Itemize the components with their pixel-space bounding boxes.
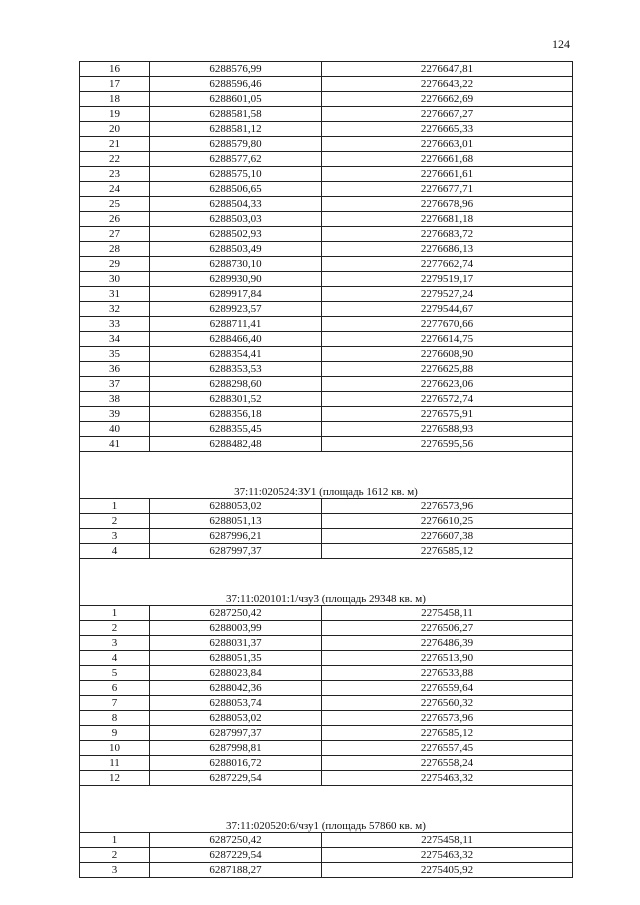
table-row xyxy=(80,62,573,77)
point-number-cell: 41 xyxy=(80,437,150,452)
y-coordinate-cell: 2276506,27 xyxy=(322,621,573,636)
x-coordinate-cell: 6288023,84 xyxy=(150,666,322,681)
x-coordinate-cell: 6288301,52 xyxy=(150,392,322,407)
point-number-cell: 27 xyxy=(80,227,150,242)
point-number-cell: 4 xyxy=(80,544,150,559)
table-row xyxy=(80,437,573,452)
x-coordinate-cell: 6288503,03 xyxy=(150,212,322,227)
point-number-cell: 35 xyxy=(80,347,150,362)
x-coordinate-cell: 6288466,40 xyxy=(150,332,322,347)
y-coordinate-cell: 2276558,24 xyxy=(322,756,573,771)
x-coordinate-cell: 6287229,54 xyxy=(150,771,322,786)
y-coordinate-cell: 2276678,96 xyxy=(322,197,573,212)
table-row xyxy=(80,666,573,681)
y-coordinate-cell: 2276663,01 xyxy=(322,137,573,152)
y-coordinate-cell: 2276647,81 xyxy=(322,62,573,77)
point-number-cell: 12 xyxy=(80,771,150,786)
y-coordinate-cell: 2276513,90 xyxy=(322,651,573,666)
table-row xyxy=(80,182,573,197)
y-coordinate-cell: 2275458,11 xyxy=(322,606,573,621)
y-coordinate-cell: 2275463,32 xyxy=(322,771,573,786)
section-header-row xyxy=(80,452,573,499)
y-coordinate-cell: 2276557,45 xyxy=(322,741,573,756)
point-number-cell: 1 xyxy=(80,606,150,621)
x-coordinate-cell: 6288053,74 xyxy=(150,696,322,711)
section-header-row xyxy=(80,786,573,833)
table-row xyxy=(80,257,573,272)
x-coordinate-cell: 6287250,42 xyxy=(150,833,322,848)
x-coordinate-cell: 6288596,46 xyxy=(150,77,322,92)
x-coordinate-cell: 6287997,37 xyxy=(150,544,322,559)
x-coordinate-cell: 6288051,13 xyxy=(150,514,322,529)
table-row xyxy=(80,332,573,347)
y-coordinate-cell: 2276610,25 xyxy=(322,514,573,529)
x-coordinate-cell: 6288053,02 xyxy=(150,711,322,726)
point-number-cell: 6 xyxy=(80,681,150,696)
x-coordinate-cell: 6287250,42 xyxy=(150,606,322,621)
y-coordinate-cell: 2279544,67 xyxy=(322,302,573,317)
y-coordinate-cell: 2275405,92 xyxy=(322,863,573,878)
page-number: 124 xyxy=(552,37,570,51)
x-coordinate-cell: 6289930,90 xyxy=(150,272,322,287)
point-number-cell: 32 xyxy=(80,302,150,317)
point-number-cell: 39 xyxy=(80,407,150,422)
point-number-cell: 4 xyxy=(80,651,150,666)
point-number-cell: 23 xyxy=(80,167,150,182)
table-row xyxy=(80,152,573,167)
x-coordinate-cell: 6288482,48 xyxy=(150,437,322,452)
y-coordinate-cell: 2276662,69 xyxy=(322,92,573,107)
table-row xyxy=(80,347,573,362)
y-coordinate-cell: 2276572,74 xyxy=(322,392,573,407)
table-row xyxy=(80,544,573,559)
table-row xyxy=(80,362,573,377)
y-coordinate-cell: 2276486,39 xyxy=(322,636,573,651)
point-number-cell: 22 xyxy=(80,152,150,167)
y-coordinate-cell: 2275463,32 xyxy=(322,848,573,863)
table-row xyxy=(80,711,573,726)
point-number-cell: 31 xyxy=(80,287,150,302)
point-number-cell: 10 xyxy=(80,741,150,756)
x-coordinate-cell: 6288031,37 xyxy=(150,636,322,651)
point-number-cell: 2 xyxy=(80,621,150,636)
table-row xyxy=(80,137,573,152)
point-number-cell: 18 xyxy=(80,92,150,107)
x-coordinate-cell: 6288298,60 xyxy=(150,377,322,392)
point-number-cell: 25 xyxy=(80,197,150,212)
x-coordinate-cell: 6288504,33 xyxy=(150,197,322,212)
y-coordinate-cell: 2276661,61 xyxy=(322,167,573,182)
x-coordinate-cell: 6288730,10 xyxy=(150,257,322,272)
y-coordinate-cell: 2276661,68 xyxy=(322,152,573,167)
table-row xyxy=(80,317,573,332)
x-coordinate-cell: 6288506,65 xyxy=(150,182,322,197)
point-number-cell: 28 xyxy=(80,242,150,257)
y-coordinate-cell: 2276623,06 xyxy=(322,377,573,392)
point-number-cell: 8 xyxy=(80,711,150,726)
y-coordinate-cell: 2276677,71 xyxy=(322,182,573,197)
table-row xyxy=(80,863,573,878)
y-coordinate-cell: 2276667,27 xyxy=(322,107,573,122)
x-coordinate-cell: 6288581,58 xyxy=(150,107,322,122)
y-coordinate-cell: 2277662,74 xyxy=(322,257,573,272)
table-row xyxy=(80,756,573,771)
y-coordinate-cell: 2276665,33 xyxy=(322,122,573,137)
table-row xyxy=(80,636,573,651)
table-row xyxy=(80,514,573,529)
y-coordinate-cell: 2276573,96 xyxy=(322,499,573,514)
point-number-cell: 30 xyxy=(80,272,150,287)
y-coordinate-cell: 2276573,96 xyxy=(322,711,573,726)
point-number-cell: 3 xyxy=(80,636,150,651)
x-coordinate-cell: 6287188,27 xyxy=(150,863,322,878)
point-number-cell: 1 xyxy=(80,499,150,514)
y-coordinate-cell: 2276575,91 xyxy=(322,407,573,422)
coordinates-table xyxy=(79,61,573,878)
x-coordinate-cell: 6287229,54 xyxy=(150,848,322,863)
point-number-cell: 3 xyxy=(80,529,150,544)
x-coordinate-cell: 6288503,49 xyxy=(150,242,322,257)
section-title: 37:11:020524:ЗУ1 (площадь 1612 кв. м) xyxy=(80,452,573,499)
table-row xyxy=(80,833,573,848)
table-row xyxy=(80,287,573,302)
y-coordinate-cell: 2276585,12 xyxy=(322,726,573,741)
x-coordinate-cell: 6288581,12 xyxy=(150,122,322,137)
table-row xyxy=(80,741,573,756)
table-row xyxy=(80,242,573,257)
table-row xyxy=(80,197,573,212)
table-row xyxy=(80,726,573,741)
table-row xyxy=(80,302,573,317)
x-coordinate-cell: 6289923,57 xyxy=(150,302,322,317)
coordinates-table-body xyxy=(80,62,573,878)
y-coordinate-cell: 2276683,72 xyxy=(322,227,573,242)
x-coordinate-cell: 6288003,99 xyxy=(150,621,322,636)
point-number-cell: 2 xyxy=(80,848,150,863)
x-coordinate-cell: 6288042,36 xyxy=(150,681,322,696)
x-coordinate-cell: 6288579,80 xyxy=(150,137,322,152)
point-number-cell: 17 xyxy=(80,77,150,92)
point-number-cell: 19 xyxy=(80,107,150,122)
table-row xyxy=(80,92,573,107)
table-row xyxy=(80,407,573,422)
x-coordinate-cell: 6288051,35 xyxy=(150,651,322,666)
point-number-cell: 16 xyxy=(80,62,150,77)
y-coordinate-cell: 2276559,64 xyxy=(322,681,573,696)
table-row xyxy=(80,422,573,437)
table-row xyxy=(80,499,573,514)
point-number-cell: 21 xyxy=(80,137,150,152)
y-coordinate-cell: 2279519,17 xyxy=(322,272,573,287)
section-header-row xyxy=(80,559,573,606)
y-coordinate-cell: 2276681,18 xyxy=(322,212,573,227)
y-coordinate-cell: 2276607,38 xyxy=(322,529,573,544)
section-title: 37:11:020101:1/чзу3 (площадь 29348 кв. м) xyxy=(80,559,573,606)
point-number-cell: 11 xyxy=(80,756,150,771)
x-coordinate-cell: 6288575,10 xyxy=(150,167,322,182)
point-number-cell: 40 xyxy=(80,422,150,437)
point-number-cell: 34 xyxy=(80,332,150,347)
x-coordinate-cell: 6288502,93 xyxy=(150,227,322,242)
x-coordinate-cell: 6288577,62 xyxy=(150,152,322,167)
x-coordinate-cell: 6288356,18 xyxy=(150,407,322,422)
y-coordinate-cell: 2276595,56 xyxy=(322,437,573,452)
y-coordinate-cell: 2276686,13 xyxy=(322,242,573,257)
table-row xyxy=(80,122,573,137)
x-coordinate-cell: 6288601,05 xyxy=(150,92,322,107)
section-title: 37:11:020520:6/чзу1 (площадь 57860 кв. м) xyxy=(80,786,573,833)
table-row xyxy=(80,77,573,92)
table-row xyxy=(80,212,573,227)
y-coordinate-cell: 2276625,88 xyxy=(322,362,573,377)
point-number-cell: 36 xyxy=(80,362,150,377)
y-coordinate-cell: 2275458,11 xyxy=(322,833,573,848)
point-number-cell: 26 xyxy=(80,212,150,227)
x-coordinate-cell: 6287998,81 xyxy=(150,741,322,756)
y-coordinate-cell: 2276560,32 xyxy=(322,696,573,711)
point-number-cell: 38 xyxy=(80,392,150,407)
y-coordinate-cell: 2279527,24 xyxy=(322,287,573,302)
table-row xyxy=(80,848,573,863)
y-coordinate-cell: 2276585,12 xyxy=(322,544,573,559)
table-row xyxy=(80,621,573,636)
x-coordinate-cell: 6288353,53 xyxy=(150,362,322,377)
y-coordinate-cell: 2276533,88 xyxy=(322,666,573,681)
table-row xyxy=(80,392,573,407)
table-row xyxy=(80,167,573,182)
table-row xyxy=(80,651,573,666)
y-coordinate-cell: 2276614,75 xyxy=(322,332,573,347)
point-number-cell: 1 xyxy=(80,833,150,848)
table-row xyxy=(80,272,573,287)
point-number-cell: 29 xyxy=(80,257,150,272)
table-row xyxy=(80,529,573,544)
y-coordinate-cell: 2277670,66 xyxy=(322,317,573,332)
table-row xyxy=(80,606,573,621)
table-row xyxy=(80,681,573,696)
table-row xyxy=(80,107,573,122)
x-coordinate-cell: 6288016,72 xyxy=(150,756,322,771)
point-number-cell: 24 xyxy=(80,182,150,197)
point-number-cell: 20 xyxy=(80,122,150,137)
y-coordinate-cell: 2276588,93 xyxy=(322,422,573,437)
table-row xyxy=(80,771,573,786)
point-number-cell: 33 xyxy=(80,317,150,332)
x-coordinate-cell: 6288711,41 xyxy=(150,317,322,332)
y-coordinate-cell: 2276608,90 xyxy=(322,347,573,362)
x-coordinate-cell: 6288576,99 xyxy=(150,62,322,77)
point-number-cell: 3 xyxy=(80,863,150,878)
point-number-cell: 9 xyxy=(80,726,150,741)
x-coordinate-cell: 6288355,45 xyxy=(150,422,322,437)
x-coordinate-cell: 6287996,21 xyxy=(150,529,322,544)
y-coordinate-cell: 2276643,22 xyxy=(322,77,573,92)
point-number-cell: 7 xyxy=(80,696,150,711)
x-coordinate-cell: 6289917,84 xyxy=(150,287,322,302)
table-row xyxy=(80,377,573,392)
table-row xyxy=(80,227,573,242)
point-number-cell: 37 xyxy=(80,377,150,392)
x-coordinate-cell: 6287997,37 xyxy=(150,726,322,741)
table-row xyxy=(80,696,573,711)
x-coordinate-cell: 6288053,02 xyxy=(150,499,322,514)
point-number-cell: 2 xyxy=(80,514,150,529)
x-coordinate-cell: 6288354,41 xyxy=(150,347,322,362)
point-number-cell: 5 xyxy=(80,666,150,681)
